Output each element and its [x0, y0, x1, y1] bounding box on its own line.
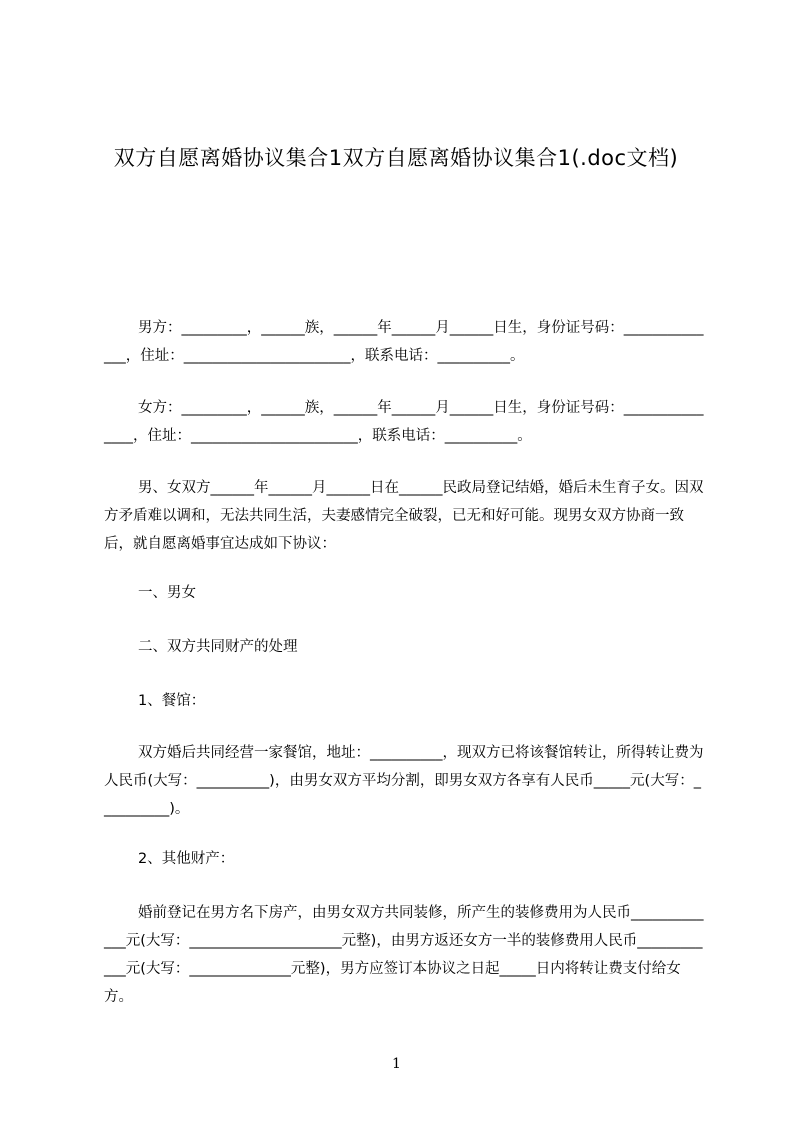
- subsection-other-property: 2、其他财产：: [138, 851, 235, 867]
- subsection-restaurant: 1、餐馆：: [138, 693, 206, 709]
- paragraph-restaurant: 双方婚后共同经营一家餐馆，地址：__________，现双方已将该餐馆转让，所得转让费为人民币(大写：__________)，由男女双方平均分割，即男女双方各享有人民币_____元(大写：__________)。: [104, 745, 704, 817]
- paragraph-marriage-background: 男、女双方______年______月______日在______民政局登记结婚，婚后未生育子女。因双方矛盾难以调和，无法共同生活，夫妻感情完全破裂，已无和好可能。现男女双方协商一致后，就自愿离婚事宜达成如下协议：: [104, 480, 704, 552]
- paragraph-male-party: 男方：_________，______族，______年______月______日生，身份证号码：______________，住址：_______________________，联系电话：__________。: [104, 320, 704, 364]
- document-title: 双方自愿离婚协议集合1双方自愿离婚协议集合1(.doc文档): [113, 146, 679, 170]
- page-number: 1: [392, 1056, 401, 1072]
- section-heading-2: 二、双方共同财产的处理: [138, 639, 298, 655]
- paragraph-female-party: 女方：_________，______族，______年______月______日生，身份证号码：_______________，住址：_______________________，联系电话：__________。: [104, 400, 704, 444]
- paragraph-other-property: 婚前登记在男方名下房产，由男女双方共同装修，所产生的装修费用为人民币_____________元(大写：_____________________元整)，由男方返还女方一半的装修费用人民币____________元(大写：______________元整)，男方应签订本协议之日起_____日内将转让费支付给女方。: [104, 905, 704, 1005]
- section-heading-1: 一、男女: [138, 585, 196, 601]
